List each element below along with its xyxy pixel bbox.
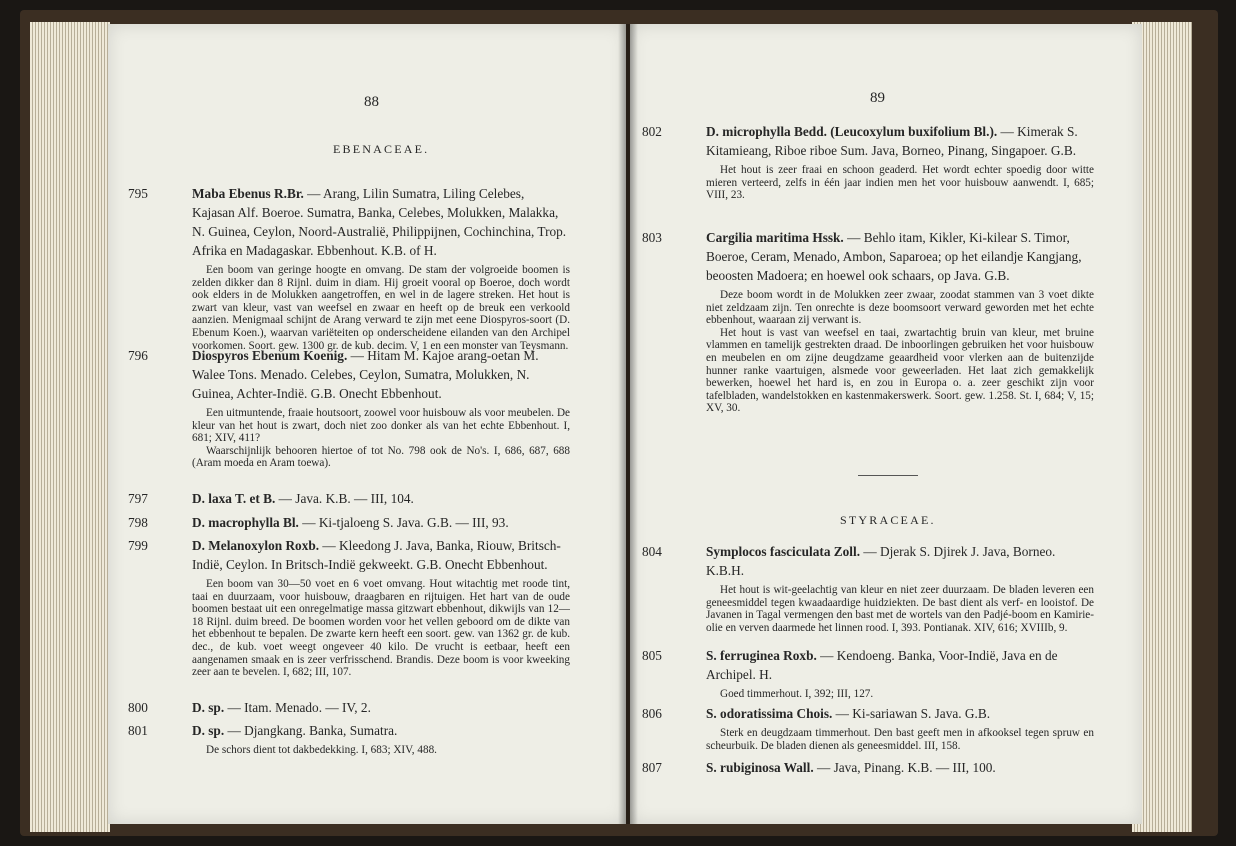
species-name: D. macrophylla Bl.	[192, 515, 299, 530]
section-divider	[858, 475, 918, 476]
species-name: D. Melanoxylon Roxb.	[192, 538, 320, 553]
entry-number: 795	[128, 186, 148, 201]
entry-807	[642, 758, 1094, 777]
entry-note: Een boom van 30—50 voet en 6 voet omvang. Hout witachtig met roode tint, taai en duurzaam, voor huisbouw, draagbaren en rijtuigen. Het hart van de oude boomen bestaat uit een onregelmatige massa gitzwart ebbenhout, dikwijls van 12—18 Rijnl. duim breed. De boomen worden voor het vellen geboord om de dikte van het ebbenhout te bepalen. De zwarte kern heeft een soort. gew. van 1362 gr. de kub. dec., de kub. voet weegt ongeveer 40 kilo. De vrucht is eetbaar, heeft een aangenamen smaak en is zeer verfrisschend. Brandis. Deze boom is voor kweeking zeer aan te bevelen. I, 682; III, 107.	[192, 578, 570, 679]
entry-text: — Java. K.B. — III, 104.	[275, 491, 414, 506]
entry-text: — Ki-tjaloeng S. Java. G.B. — III, 93.	[298, 515, 509, 530]
entry-text: — Hitam M. Kajoe arang-oetan M. Walee Tons. Menado. Celebes, Ceylon, Sumatra, Molukken, N. Guinea, Achter-Indië. G.B. Onecht Ebbenhout.	[192, 348, 539, 401]
section-heading: STYRACEAE.	[840, 513, 936, 527]
entry-note: Het hout is zeer fraai en schoon geaderd. Het wordt echter spoedig door witte mieren verteerd, zelfs in één jaar indien men het voor huisbouw aanwendt. I, 685; VIII, 23.	[706, 164, 1094, 202]
species-name: D. laxa T. et B.	[192, 491, 276, 506]
entry-note: Een boom van geringe hoogte en omvang. De stam der volgroeide boomen is zelden dikker dan 8 Rijnl. duim in diam. Hij groeit vooral op Boeroe, doch wordt ook elders in de Molukken aangetroffen, en wel in de lagere streken. Het hout is zwart van kleur, vast van weefsel en zwaar en heeft op de breuk een verkoold aanzien. Menigmaal schijnt de Arang verward te zijn met eene Diospyros-soort (D. Ebenum Koen.), waarvan variëteiten op onderscheidene eilanden van den Archipel voorkomen. Soort. gew. 1300 gr. de kub. decim. V, 1 en een monster van Teysmann.	[192, 264, 570, 352]
entry-number: 799	[128, 538, 148, 553]
right-page	[630, 24, 1142, 824]
entry-note: Een uitmuntende, fraaie houtsoort, zoowel voor huisbouw als voor meubelen. De kleur van het hout is zwart, doch niet zoo donker als van het echte Ebbenhout. I, 681; XIV, 411?	[192, 407, 570, 445]
entry-number: 803	[642, 230, 662, 245]
page-number: 88	[364, 94, 379, 110]
entry-805	[642, 646, 1094, 701]
species-name: S. odoratissima Chois.	[706, 706, 833, 721]
entry-number: 806	[642, 706, 662, 721]
species-name: S. rubiginosa Wall.	[706, 760, 814, 775]
entry-797	[128, 489, 570, 508]
species-name: D. sp.	[192, 723, 225, 738]
entry-number: 798	[128, 515, 148, 530]
entry-802	[642, 122, 1094, 202]
species-name: Symplocos fasciculata Zoll.	[706, 544, 861, 559]
entry-799	[128, 536, 570, 679]
entry-text: — Java, Pinang. K.B. — III, 100.	[813, 760, 996, 775]
species-name: Diospyros Ebenum Koenig.	[192, 348, 348, 363]
entry-number: 804	[642, 544, 662, 559]
entry-number: 801	[128, 723, 148, 738]
species-name: Maba Ebenus R.Br.	[192, 186, 304, 201]
entry-text: — Behlo itam, Kikler, Ki-kilear S. Timor, Boeroe, Ceram, Menado, Ambon, Saparoea; op het eilandje Kangjang, beoosten Madoera; en hoewel ook schaars, op Java. G.B.	[706, 230, 1082, 283]
entry-number: 805	[642, 648, 662, 663]
entry-number: 802	[642, 124, 662, 139]
page-edges-left	[30, 22, 110, 832]
species-name: S. ferruginea Roxb.	[706, 648, 817, 663]
entry-note: Deze boom wordt in de Molukken zeer zwaar, zoodat stammen van 3 voet dikte niet zeldzaam zijn. Ten onrechte is deze boomsoort verward geworden met het echte ebbenhout, waaraan zij verwant is.	[706, 289, 1094, 327]
entry-note: Het hout is wit-geelachtig van kleur en niet zeer duurzaam. De bladen leveren een geneesmiddel tegen kwaadaardige huidziekten. De bast dient als verf- en looistof. De Javanen in Tagal vermengen den bast met de wortels van den Padjé-boom en Kamirie-olie en verven daarmede het linnen rood. I, 393. Pontianak. XIV, 616; XVIIIb, 9.	[706, 584, 1094, 634]
entry-801	[128, 721, 570, 757]
entry-796	[128, 346, 570, 470]
entry-number: 797	[128, 491, 148, 506]
entry-text: — Djerak S. Djirek J. Java, Borneo. K.B.H.	[706, 544, 1056, 578]
entry-number: 800	[128, 700, 148, 715]
entry-text: — Ki-sariawan S. Java. G.B.	[832, 706, 991, 721]
book-gutter	[618, 24, 638, 824]
species-name: Cargilia maritima Hssk.	[706, 230, 844, 245]
entry-text: — Kimerak S. Kitamieang, Riboe riboe Sum. Java, Borneo, Pinang, Singapoer. G.B.	[706, 124, 1078, 158]
entry-note-2: Waarschijnlijk behooren hiertoe of tot No. 798 ook de No's. I, 686, 687, 688 (Aram moeda en Aram toewa).	[192, 444, 570, 470]
entry-text: — Itam. Menado. — IV, 2.	[224, 700, 371, 715]
species-name: D. microphylla Bedd. (Leucoxylum buxifolium Bl.).	[706, 124, 998, 139]
entry-number: 807	[642, 760, 662, 775]
entry-text: — Kleedong J. Java, Banka, Riouw, Britsch-Indië, Ceylon. In Britsch-Indië gekweekt. G.B. Onecht Ebbenhout.	[192, 538, 561, 572]
entry-798	[128, 513, 570, 532]
entry-text: — Djangkang. Banka, Sumatra.	[224, 723, 398, 738]
entry-803	[642, 228, 1094, 415]
entry-800	[128, 698, 570, 717]
entry-number: 796	[128, 348, 148, 363]
entry-note-2: Het hout is vast van weefsel en taai, zwartachtig bruin van kleur, met bruine vlammen en tamelijk gestrekten draad. De inboorlingen gebruiken het voor huisbouw en meubelen en om zijne deugdzame geaardheid voor vlerken aan de buitenzijde hunner ranke vaartuigen, alsmede voor geweerladen. Het laat zich gemakkelijk bewerken, hoewel het hard is, en zou in Europa o. a. zeer geschikt zijn voor tafelbladen, wandelstokken en kastenmakerswerk. Soort. gew. 1.258. St. I, 684; V, 15; XV, 30.	[706, 326, 1094, 415]
entry-text: — Kendoeng. Banka, Voor-Indië, Java en de Archipel. H.	[706, 648, 1058, 682]
entry-804	[642, 542, 1094, 634]
species-name: D. sp.	[192, 700, 225, 715]
entry-806	[642, 704, 1094, 752]
page-number: 89	[870, 90, 885, 106]
entry-text: — Arang, Lilin Sumatra, Liling Celebes, Kajasan Alf. Boeroe. Sumatra, Banka, Celebes, Molukken, Malakka, N. Guinea, Ceylon, Noord-Australië, Philippijnen, Cochinchina, Trop. Afrika en Madagaskar. Ebbenhout. K.B. of H.	[192, 186, 567, 258]
entry-note: Goed timmerhout. I, 392; III, 127.	[720, 688, 874, 700]
section-heading: EBENACEAE.	[333, 142, 430, 156]
entry-795	[128, 184, 570, 352]
left-page	[108, 24, 626, 824]
entry-note: De schors dient tot dakbedekking. I, 683; XIV, 488.	[206, 744, 437, 756]
entry-note: Sterk en deugdzaam timmerhout. Den bast geeft men in afkooksel tegen spruw en scheurbuik. De bladen dienen als geneesmiddel. III, 158.	[706, 727, 1094, 752]
